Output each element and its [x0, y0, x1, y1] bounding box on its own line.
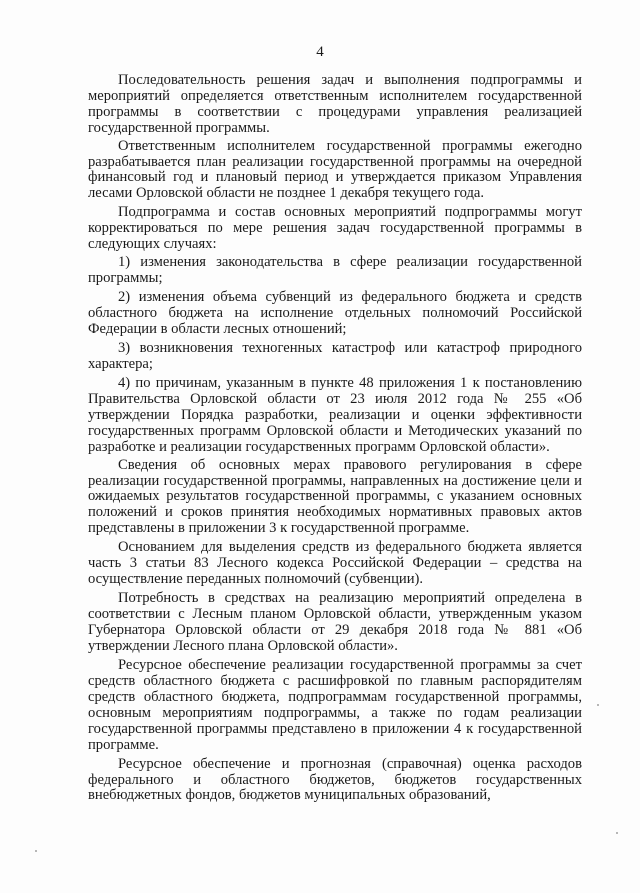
list-item-regulation-reasons: 4) по причинам, указанным в пункте 48 приложения 1 к постановлению Правительства Орловской области от 23 июля 2012 года № 255 «Об утверждении Порядка разработки, реализации и оценки эффективности государственных программ Орловской области и Методических указаний по разработке и реализации государственных программ Орловской области». — [88, 375, 582, 455]
list-item-legislation-change: 1) изменения законодательства в сфере реализации государственной программы; — [88, 254, 582, 287]
paragraph-legal-regulation: Сведения об основных мерах правового регулирования в сфере реализации государственной программы, направленных на достижение цели и ожидаемых результатов государственной программы, с указанием основных положений и сроков принятия необходимых нормативных правовых актов представлены в приложении 3 к государственной программе. — [88, 456, 582, 537]
page-number: 4 — [316, 44, 324, 60]
paragraph-annual-plan: Ответственным исполнителем государственной программы ежегодно разрабатывается план реализации государственной программы на очередной финансовый год и плановый период и утверждается приказом Управления лесами Орловской области не позднее 1 декабря текущего года. — [88, 137, 582, 202]
scan-speck — [616, 832, 618, 834]
scan-speck — [597, 704, 599, 706]
paragraph-federal-funding-basis: Основанием для выделения средств из федерального бюджета является часть 3 статьи 83 Лесного кодекса Российской Федерации – средства на осуществление переданных полномочий (субвенции). — [88, 539, 582, 588]
paragraph-regional-budget-resources: Ресурсное обеспечение реализации государственной программы за счет средств областного бюджета с расшифровкой по главным распорядителям средств областного бюджета, подпрограммам государственной программы, основным мероприятиям подпрограммы, а также по годам реализации государственной программы представлено в приложении 4 к государственной программе. — [88, 657, 582, 753]
paragraph-implementation-sequence: Последовательность решения задач и выполнения подпрограммы и мероприятий определяется ответственным исполнителем государственной программы в соответствии с процедурами управления реализацией государственной программы. — [88, 72, 582, 136]
paragraph-funding-needs: Потребность в средствах на реализацию мероприятий определена в соответствии с Лесным планом Орловской области, утвержденным указом Губернатора Орловской области от 29 декабря 2018 года № 881 «Об утверждении Лесного плана Орловской области». — [88, 590, 582, 654]
scan-speck — [35, 850, 37, 852]
document-body — [88, 73, 582, 808]
paragraph-adjustment-cases: Подпрограмма и состав основных мероприятий подпрограммы могут корректироваться по мере решения задач государственной программы в следующих случаях: — [88, 204, 582, 253]
list-item-subvention-change: 2) изменения объема субвенций из федерального бюджета и средств областного бюджета на исполнение отдельных полномочий Российской Федерации в области лесных отношений; — [88, 289, 582, 337]
list-item-disasters: 3) возникновения техногенных катастроф или катастроф природного характера; — [88, 340, 582, 372]
paragraph-resource-forecast: Ресурсное обеспечение и прогнозная (справочная) оценка расходов федерального и областного бюджетов, бюджетов государственных внебюджетных фондов, бюджетов муниципальных образований, — [88, 755, 582, 804]
